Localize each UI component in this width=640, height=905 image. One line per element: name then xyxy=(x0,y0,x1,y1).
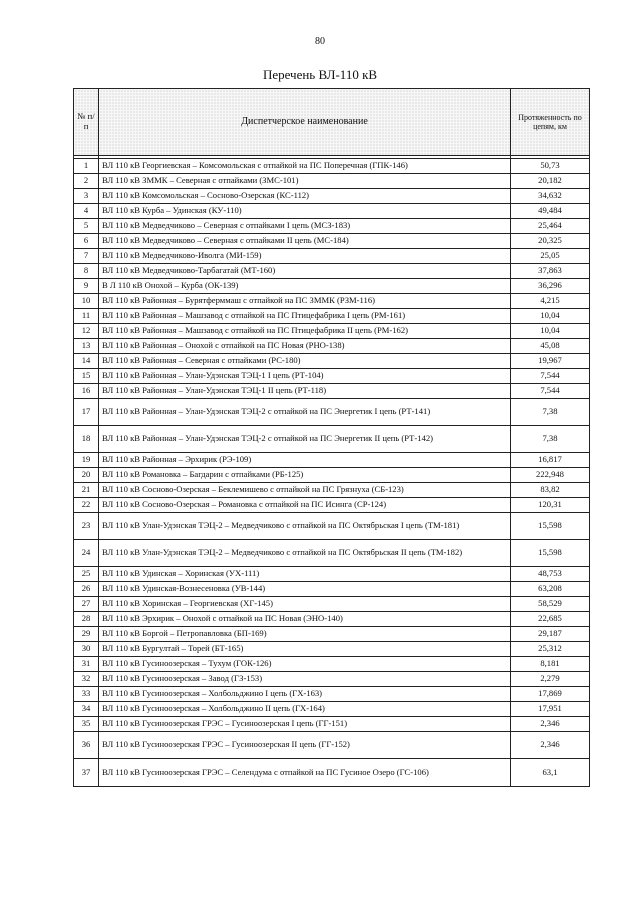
row-length-cell: 120,31 xyxy=(511,498,590,513)
table-row xyxy=(74,249,590,264)
table-row xyxy=(74,384,590,399)
row-name-cell: ВЛ 110 кВ Районная – Улан-Удэнская ТЭЦ-2 с отпайкой на ПС Энергетик II цепь (РТ-142) xyxy=(99,426,511,453)
table-row xyxy=(74,567,590,582)
row-number-cell: 17 xyxy=(74,399,99,426)
row-name-cell: ВЛ 110 кВ ЗММК – Северная с отпайками (ЗМС-101) xyxy=(99,174,511,189)
row-number-cell: 10 xyxy=(74,294,99,309)
row-length-cell: 83,82 xyxy=(511,483,590,498)
table-row xyxy=(74,513,590,540)
table-row xyxy=(74,204,590,219)
row-name-cell: ВЛ 110 кВ Гусиноозерская ГРЭС – Гусиноозерская II цепь (ГГ-152) xyxy=(99,732,511,759)
row-number-cell: 32 xyxy=(74,672,99,687)
row-length-cell: 48,753 xyxy=(511,567,590,582)
row-number-cell: 28 xyxy=(74,612,99,627)
row-number-cell: 19 xyxy=(74,453,99,468)
row-length-cell: 63,1 xyxy=(511,759,590,787)
row-length-cell: 19,967 xyxy=(511,354,590,369)
header-number: № п/п xyxy=(74,89,99,156)
row-name-cell: ВЛ 110 кВ Районная – Онохой с отпайкой на ПС Новая (РНО-138) xyxy=(99,339,511,354)
header-name: Диспетчерское наименование xyxy=(99,89,511,156)
row-number-cell: 26 xyxy=(74,582,99,597)
row-number-cell: 9 xyxy=(74,279,99,294)
row-length-cell: 49,484 xyxy=(511,204,590,219)
row-length-cell: 8,181 xyxy=(511,657,590,672)
table-row xyxy=(74,759,590,787)
row-length-cell: 22,685 xyxy=(511,612,590,627)
table-row xyxy=(74,324,590,339)
row-name-cell: ВЛ 110 кВ Сосново-Озерская – Романовка с отпайкой на ПС Исинга (СР-124) xyxy=(99,498,511,513)
row-length-cell: 17,869 xyxy=(511,687,590,702)
row-length-cell: 25,312 xyxy=(511,642,590,657)
table-row xyxy=(74,339,590,354)
row-name-cell: ВЛ 110 кВ Удинская – Хоринская (УХ-111) xyxy=(99,567,511,582)
table-row xyxy=(74,453,590,468)
row-name-cell: ВЛ 110 кВ Медведчиково – Северная с отпайками I цепь (МСЗ-183) xyxy=(99,219,511,234)
document-title: Перечень ВЛ-110 кВ xyxy=(262,67,378,82)
row-length-cell: 17,951 xyxy=(511,702,590,717)
table-row xyxy=(74,687,590,702)
row-length-cell: 10,04 xyxy=(511,309,590,324)
row-length-cell: 7,544 xyxy=(511,369,590,384)
row-length-cell: 29,187 xyxy=(511,627,590,642)
row-length-cell: 16,817 xyxy=(511,453,590,468)
row-name-cell: ВЛ 110 кВ Комсомольская – Сосново-Озерская (КС-112) xyxy=(99,189,511,204)
row-name-cell: ВЛ 110 кВ Медведчиково-Тарбагатай (МТ-160) xyxy=(99,264,511,279)
row-number-cell: 6 xyxy=(74,234,99,249)
row-number-cell: 37 xyxy=(74,759,99,787)
table-row xyxy=(74,540,590,567)
row-length-cell: 10,04 xyxy=(511,324,590,339)
row-name-cell: ВЛ 110 кВ Сосново-Озерская – Беклемишево с отпайкой на ПС Грязнуха (СБ-123) xyxy=(99,483,511,498)
row-name-cell: ВЛ 110 кВ Георгиевская – Комсомольская с отпайкой на ПС Поперечная (ГПК-146) xyxy=(99,159,511,174)
table-row xyxy=(74,354,590,369)
row-number-cell: 33 xyxy=(74,687,99,702)
table-row xyxy=(74,612,590,627)
row-number-cell: 13 xyxy=(74,339,99,354)
table-row xyxy=(74,657,590,672)
table-row xyxy=(74,702,590,717)
row-number-cell: 12 xyxy=(74,324,99,339)
table-row xyxy=(74,219,590,234)
row-length-cell: 50,73 xyxy=(511,159,590,174)
row-name-cell: ВЛ 110 кВ Районная – Улан-Удэнская ТЭЦ-2 с отпайкой на ПС Энергетик I цепь (РТ-141) xyxy=(99,399,511,426)
row-number-cell: 3 xyxy=(74,189,99,204)
row-number-cell: 25 xyxy=(74,567,99,582)
table-row xyxy=(74,483,590,498)
table-body xyxy=(74,156,590,787)
row-name-cell: ВЛ 110 кВ Улан-Удэнская ТЭЦ-2 – Медведчиково с отпайкой на ПС Октябрьская II цепь (ТМ-182) xyxy=(99,540,511,567)
row-name-cell: ВЛ 110 кВ Гусиноозерская – Холбольджино II цепь (ГХ-164) xyxy=(99,702,511,717)
table-row xyxy=(74,399,590,426)
row-name-cell: ВЛ 110 кВ Бургултай – Торей (БТ-165) xyxy=(99,642,511,657)
table-row xyxy=(74,264,590,279)
row-length-cell: 25,05 xyxy=(511,249,590,264)
row-number-cell: 2 xyxy=(74,174,99,189)
row-number-cell: 20 xyxy=(74,468,99,483)
row-name-cell: ВЛ 110 кВ Гусиноозерская – Тухум (ГОК-126) xyxy=(99,657,511,672)
table-row xyxy=(74,498,590,513)
row-length-cell: 34,632 xyxy=(511,189,590,204)
table-row xyxy=(74,234,590,249)
table-header xyxy=(74,89,590,156)
row-name-cell: ВЛ 110 кВ Гусиноозерская ГРЭС – Селендума с отпайкой на ПС Гусиное Озеро (ГС-106) xyxy=(99,759,511,787)
table-row xyxy=(74,159,590,174)
row-number-cell: 30 xyxy=(74,642,99,657)
row-name-cell: ВЛ 110 кВ Гусиноозерская – Холбольджино I цепь (ГХ-163) xyxy=(99,687,511,702)
row-number-cell: 1 xyxy=(74,159,99,174)
row-name-cell: ВЛ 110 кВ Медведчиково – Северная с отпайками II цепь (МС-184) xyxy=(99,234,511,249)
row-number-cell: 35 xyxy=(74,717,99,732)
row-length-cell: 37,863 xyxy=(511,264,590,279)
row-name-cell: ВЛ 110 кВ Районная – Улан-Удэнская ТЭЦ-1 II цепь (РТ-118) xyxy=(99,384,511,399)
table-row xyxy=(74,597,590,612)
row-number-cell: 21 xyxy=(74,483,99,498)
table-row xyxy=(74,369,590,384)
row-name-cell: ВЛ 110 кВ Районная – Улан-Удэнская ТЭЦ-1 I цепь (РТ-104) xyxy=(99,369,511,384)
table-row xyxy=(74,468,590,483)
row-number-cell: 18 xyxy=(74,426,99,453)
row-name-cell: ВЛ 110 кВ Удинская-Вознесеновка (УВ-144) xyxy=(99,582,511,597)
row-name-cell: ВЛ 110 кВ Эрхирик – Онохой с отпайкой на ПС Новая (ЭНО-140) xyxy=(99,612,511,627)
row-number-cell: 34 xyxy=(74,702,99,717)
row-length-cell: 4,215 xyxy=(511,294,590,309)
row-name-cell: ВЛ 110 кВ Гусиноозерская ГРЭС – Гусиноозерская I цепь (ГГ-151) xyxy=(99,717,511,732)
table-row xyxy=(74,426,590,453)
row-number-cell: 23 xyxy=(74,513,99,540)
row-number-cell: 4 xyxy=(74,204,99,219)
row-length-cell: 25,464 xyxy=(511,219,590,234)
header-length: Протяженность по цепям, км xyxy=(511,89,590,156)
row-number-cell: 31 xyxy=(74,657,99,672)
table-row xyxy=(74,642,590,657)
row-length-cell: 15,598 xyxy=(511,513,590,540)
row-length-cell: 7,38 xyxy=(511,399,590,426)
table-row xyxy=(74,732,590,759)
row-number-cell: 24 xyxy=(74,540,99,567)
row-number-cell: 27 xyxy=(74,597,99,612)
row-number-cell: 15 xyxy=(74,369,99,384)
table-row xyxy=(74,309,590,324)
row-number-cell: 29 xyxy=(74,627,99,642)
row-name-cell: ВЛ 110 кВ Хоринская – Георгиевская (ХГ-145) xyxy=(99,597,511,612)
row-name-cell: ВЛ 110 кВ Районная – Северная с отпайками (РС-180) xyxy=(99,354,511,369)
row-number-cell: 7 xyxy=(74,249,99,264)
table-row xyxy=(74,717,590,732)
table-row xyxy=(74,294,590,309)
row-number-cell: 36 xyxy=(74,732,99,759)
page-number: 80 xyxy=(315,36,325,47)
table-row xyxy=(74,174,590,189)
row-number-cell: 11 xyxy=(74,309,99,324)
row-number-cell: 8 xyxy=(74,264,99,279)
row-length-cell: 20,182 xyxy=(511,174,590,189)
row-length-cell: 7,38 xyxy=(511,426,590,453)
row-length-cell: 36,296 xyxy=(511,279,590,294)
row-number-cell: 22 xyxy=(74,498,99,513)
row-length-cell: 20,325 xyxy=(511,234,590,249)
row-name-cell: В Л 110 кВ Онохой – Курба (ОК-139) xyxy=(99,279,511,294)
row-number-cell: 14 xyxy=(74,354,99,369)
row-length-cell: 2,346 xyxy=(511,717,590,732)
row-length-cell: 7,544 xyxy=(511,384,590,399)
table-row xyxy=(74,279,590,294)
row-name-cell: ВЛ 110 кВ Романовка – Багдарин с отпайками (РБ-125) xyxy=(99,468,511,483)
row-name-cell: ВЛ 110 кВ Районная – Бурятферммаш с отпайкой на ПС ЗММК (РЗМ-116) xyxy=(99,294,511,309)
row-number-cell: 16 xyxy=(74,384,99,399)
row-name-cell: ВЛ 110 кВ Медведчиково-Иволга (МИ-159) xyxy=(99,249,511,264)
row-length-cell: 15,598 xyxy=(511,540,590,567)
table-row xyxy=(74,672,590,687)
row-name-cell: ВЛ 110 кВ Боргой – Петропавловка (БП-169) xyxy=(99,627,511,642)
table-row xyxy=(74,582,590,597)
row-length-cell: 63,208 xyxy=(511,582,590,597)
row-name-cell: ВЛ 110 кВ Районная – Машзавод с отпайкой на ПС Птицефабрика I цепь (РМ-161) xyxy=(99,309,511,324)
row-length-cell: 45,08 xyxy=(511,339,590,354)
power-lines-table xyxy=(73,88,590,787)
row-name-cell: ВЛ 110 кВ Курба – Удинская (КУ-110) xyxy=(99,204,511,219)
row-length-cell: 2,346 xyxy=(511,732,590,759)
row-name-cell: ВЛ 110 кВ Улан-Удэнская ТЭЦ-2 – Медведчиково с отпайкой на ПС Октябрьская I цепь (ТМ-181) xyxy=(99,513,511,540)
row-name-cell: ВЛ 110 кВ Районная – Эрхирик (РЭ-109) xyxy=(99,453,511,468)
row-length-cell: 222,948 xyxy=(511,468,590,483)
table-row xyxy=(74,627,590,642)
row-length-cell: 2,279 xyxy=(511,672,590,687)
table-row xyxy=(74,189,590,204)
row-length-cell: 58,529 xyxy=(511,597,590,612)
row-number-cell: 5 xyxy=(74,219,99,234)
row-name-cell: ВЛ 110 кВ Районная – Машзавод с отпайкой на ПС Птицефабрика II цепь (РМ-162) xyxy=(99,324,511,339)
row-name-cell: ВЛ 110 кВ Гусиноозерская – Завод (ГЗ-153) xyxy=(99,672,511,687)
